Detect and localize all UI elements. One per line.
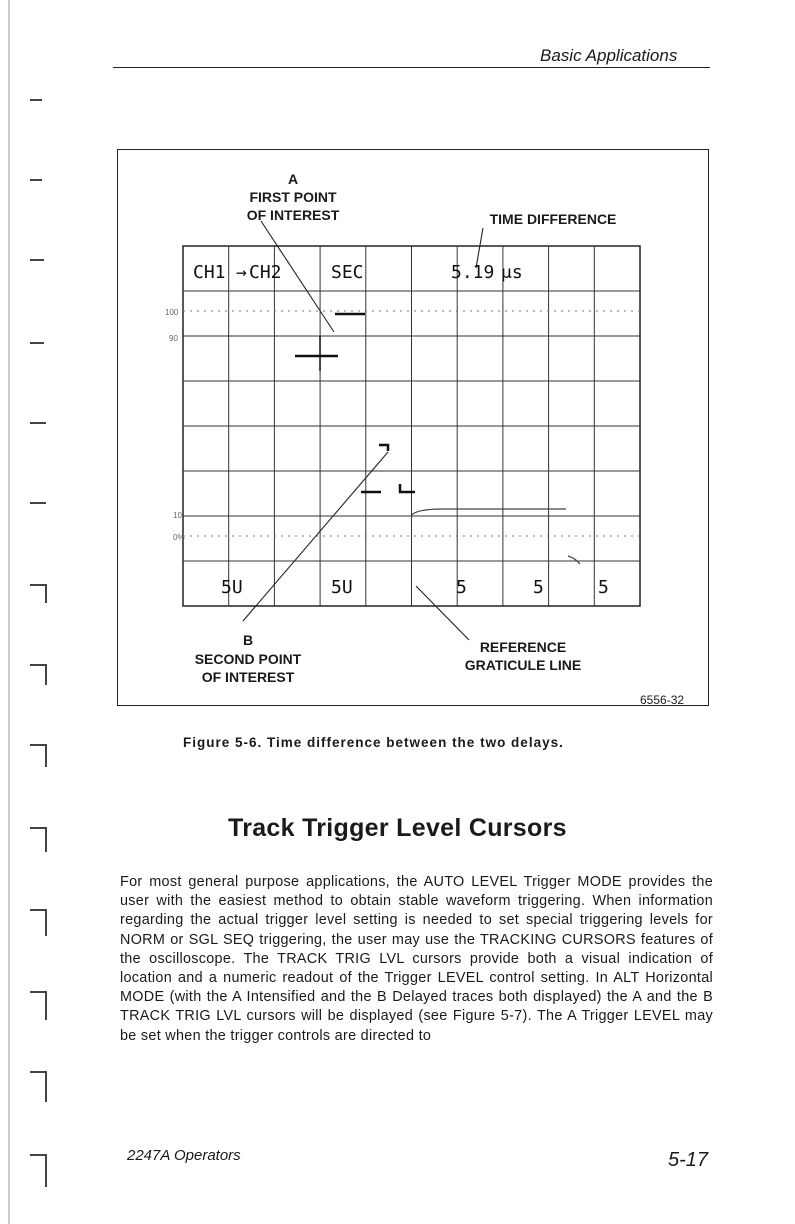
- scale-0-label: 0%: [173, 533, 185, 542]
- graticule-lines: [183, 246, 640, 606]
- label-reference-line2: GRATICULE LINE: [464, 657, 582, 673]
- label-a-line2: OF INTEREST: [246, 207, 340, 223]
- label-b-line1: SECOND POINT: [194, 651, 302, 667]
- figure-caption: Figure 5-6. Time difference between the two delays.: [183, 735, 564, 750]
- readout-delay: 5: [598, 577, 609, 598]
- oscilloscope-screen: [165, 246, 643, 611]
- readout-time-value: 5.19: [451, 262, 495, 283]
- page-number: 5-17: [668, 1149, 709, 1171]
- readout-ch1-volts: 5U: [221, 577, 243, 598]
- header-rule: [113, 67, 710, 68]
- reference-trace: [411, 509, 566, 516]
- readout-time-unit: μs: [501, 262, 523, 283]
- label-time-difference: TIME DIFFERENCE: [489, 211, 617, 227]
- label-reference-line1: REFERENCE: [479, 639, 567, 655]
- label-b-line2: OF INTEREST: [201, 669, 295, 685]
- label-a-letter: A: [287, 171, 299, 187]
- running-head: Basic Applications: [540, 46, 678, 65]
- readout-sec: SEC: [331, 262, 364, 283]
- readout-ch2: CH2: [249, 262, 282, 283]
- body-paragraph: For most general purpose applications, the AUTO LEVEL Trigger MODE provides the user with the easiest method to obtain stable waveform triggering. When information regarding the actual trigger level setting is needed to set special triggering levels for NORM or SGL SEQ triggering, the user may use the TRACKING CURSORS features of the oscilloscope. The TRACK TRIG LVL cursors provide both a visual indication of location and a numeric readout of the Trigger LEVEL control setting. In ALT Horizontal MODE (with the A Intensified and the B Delayed traces both displayed) the A and the B TRACK TRIG LVL cursors will be displayed (see Figure 5-7). The A Trigger LEVEL may be set when the trigger controls are directed to: [120, 874, 713, 1044]
- readout-a-sec: 5: [456, 577, 467, 598]
- scale-100-label: 100: [165, 308, 179, 317]
- readout-ch1: CH1: [193, 262, 226, 283]
- scale-10-label: 10: [173, 511, 182, 520]
- readout-ch2-volts: 5U: [331, 577, 353, 598]
- label-a-line1: FIRST POINT: [249, 189, 337, 205]
- readout-b-sec: 5: [533, 577, 544, 598]
- scale-90-label: 90: [169, 334, 178, 343]
- section-title: Track Trigger Level Cursors: [228, 814, 567, 842]
- waveform: [295, 314, 415, 492]
- footer-manual-title: 2247A Operators: [127, 1147, 241, 1164]
- figure-number: 6556-32: [640, 693, 685, 707]
- readout-arrow: →: [236, 262, 247, 283]
- label-b-letter: B: [242, 632, 254, 648]
- binding-margin-marks: [0, 0, 55, 1224]
